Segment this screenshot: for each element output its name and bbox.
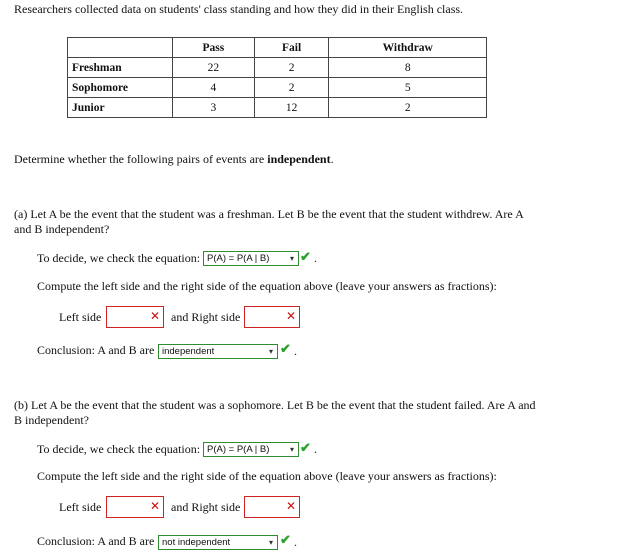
- part-a-conclusion-select[interactable]: [158, 344, 278, 359]
- part-a-left-label: Left side: [59, 310, 102, 324]
- part-a-compute-label: Compute the left side and the right side of the equation above (leave your answers as fractions):: [37, 279, 497, 293]
- table-row: [68, 78, 487, 98]
- part-a-conclusion-label: Conclusion: A and B are: [37, 343, 155, 357]
- part-a-left-side-input[interactable]: [106, 306, 164, 328]
- part-b-conclusion-select[interactable]: [158, 535, 278, 550]
- table-cell: 4: [173, 78, 255, 98]
- instruction-suffix: .: [330, 152, 334, 166]
- table-cell: 5: [329, 78, 487, 98]
- table-row: [68, 98, 487, 118]
- part-b-left-label: Left side: [59, 500, 102, 514]
- table-cell: 2: [254, 58, 329, 78]
- part-b-left-side-input[interactable]: [106, 496, 164, 518]
- part-b-right-side-input[interactable]: [244, 496, 300, 518]
- check-icon: ✔: [300, 440, 311, 455]
- part-b-conclusion-value: not independent: [162, 537, 231, 548]
- period-text: .: [314, 442, 317, 456]
- table-header-row: [68, 38, 487, 58]
- period-text: .: [294, 535, 297, 549]
- wrong-x-icon: ✕: [285, 309, 296, 323]
- wrong-x-icon: ✕: [285, 499, 296, 513]
- table-corner-cell: [68, 38, 173, 58]
- part-b-question-line2: B independent?: [14, 413, 89, 427]
- table-cell: 12: [254, 98, 329, 118]
- instruction-prefix: Determine whether the following pairs of events are: [14, 152, 268, 166]
- chevron-down-icon: ▾: [289, 445, 294, 454]
- part-a-question-line2: and B independent?: [14, 222, 110, 236]
- wrong-x-icon: ✕: [149, 309, 160, 323]
- column-header-pass: Pass: [173, 38, 255, 58]
- table-row: [68, 58, 487, 78]
- part-b-conclusion-label: Conclusion: A and B are: [37, 534, 155, 548]
- row-header-sophomore: Sophomore: [68, 78, 173, 98]
- part-b-equation-value: P(A) = P(A | B): [207, 444, 270, 455]
- column-header-withdraw: Withdraw: [329, 38, 487, 58]
- data-table: [67, 37, 487, 118]
- part-a-right-label: and Right side: [171, 310, 241, 324]
- instruction-bold: independent: [267, 152, 331, 166]
- part-b-right-label: and Right side: [171, 500, 241, 514]
- part-a-decide-label: To decide, we check the equation:: [37, 251, 201, 265]
- chevron-down-icon: ▾: [268, 538, 273, 547]
- instruction-text: [14, 152, 334, 167]
- part-b-equation-select[interactable]: [203, 442, 299, 457]
- table-cell: 3: [173, 98, 255, 118]
- part-b-compute-label: Compute the left side and the right side of the equation above (leave your answers as fractions):: [37, 469, 497, 483]
- part-a-question-line1: (a) Let A be the event that the student was a freshman. Let B be the event that the student withdrew. Are A: [14, 207, 524, 221]
- part-a-equation-select[interactable]: [203, 251, 299, 266]
- chevron-down-icon: ▾: [289, 254, 294, 263]
- intro-text: Researchers collected data on students' class standing and how they did in their English class.: [14, 2, 464, 16]
- table-cell: 2: [329, 98, 487, 118]
- table-cell: 8: [329, 58, 487, 78]
- wrong-x-icon: ✕: [149, 499, 160, 513]
- check-icon: ✔: [280, 532, 291, 547]
- row-header-junior: Junior: [68, 98, 173, 118]
- check-icon: ✔: [280, 341, 291, 356]
- table-cell: 2: [254, 78, 329, 98]
- part-a-equation-value: P(A) = P(A | B): [207, 253, 270, 264]
- column-header-fail: Fail: [254, 38, 329, 58]
- part-a-right-side-input[interactable]: [244, 306, 300, 328]
- part-b-decide-label: To decide, we check the equation:: [37, 442, 201, 456]
- part-a-conclusion-value: independent: [162, 346, 215, 357]
- row-header-freshman: Freshman: [68, 58, 173, 78]
- period-text: .: [314, 251, 317, 265]
- part-b-question-line1: (b) Let A be the event that the student was a sophomore. Let B be the event that the student failed. Are A and: [14, 398, 536, 412]
- period-text: .: [294, 344, 297, 358]
- chevron-down-icon: ▾: [268, 347, 273, 356]
- table-cell: 22: [173, 58, 255, 78]
- check-icon: ✔: [300, 249, 311, 264]
